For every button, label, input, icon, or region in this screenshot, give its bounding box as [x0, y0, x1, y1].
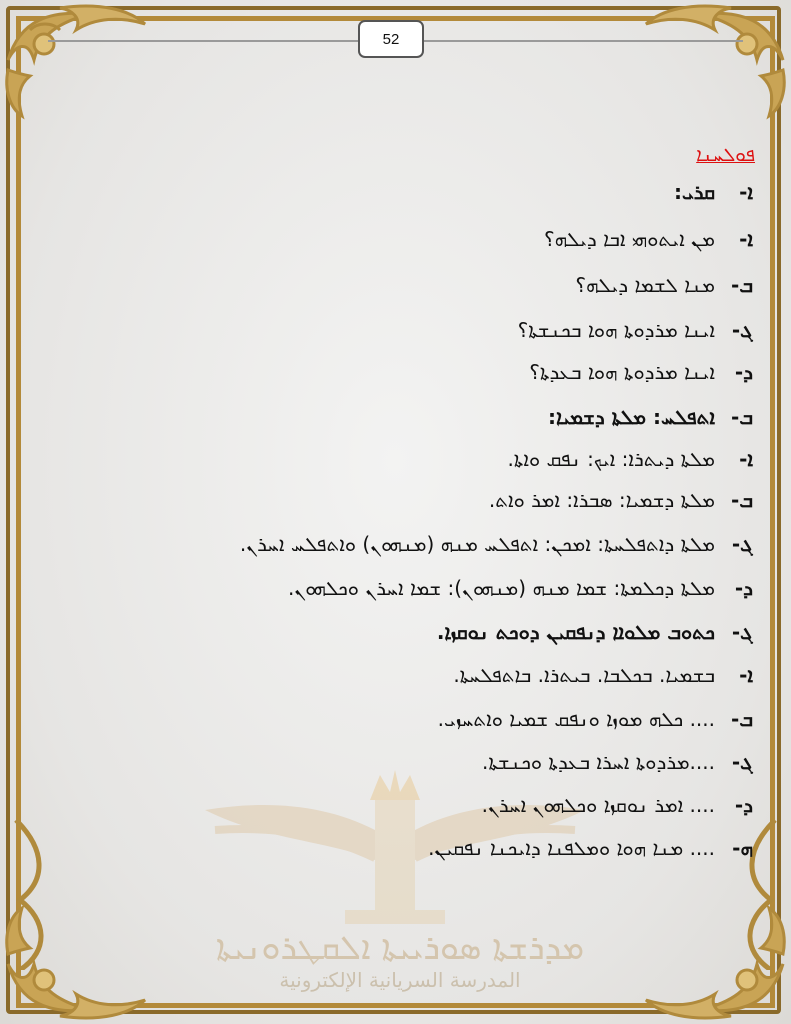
line-text: ܟܬܘܒ ܡܠܘܐܐ ܕܢܦܩܝܢ ܕܘܟܬ ܢܘܩܙܐ. — [436, 620, 715, 644]
line-text: ܩܪܝ: — [674, 180, 715, 204]
exercise-line — [438, 707, 753, 731]
line-marker: ܕ- — [734, 793, 753, 817]
watermark-arabic-text: المدرسة السريانية الإلكترونية — [279, 968, 521, 992]
line-text: ܐܝܢܐ ܡܪܕܘܬܐ ܗܘܐ ܒܟܢܫܬܐ؟ — [517, 318, 715, 342]
line-marker: ܓ- — [731, 532, 753, 556]
page-number: 52 — [358, 20, 424, 58]
line-marker: ܒ- — [731, 488, 753, 512]
exercise-line — [288, 576, 753, 600]
line-marker: ܕ- — [734, 576, 753, 600]
line-text: ܡܠܬܐ ܕܟܠܡܬܐ: ܫܡܐ ܡܢܗ (ܡܢܗܘܢ): ܫܡܐ ܐܚܪܢ ܘܟܠܗܘܢ. — [287, 576, 715, 600]
line-text: ܡܠܬܐ ܕܫܡܝܐ: ܣܒܪܐ: ܐܡܪ ܘܐܬ. — [488, 488, 715, 512]
line-text: .... ܡܢܐ ܗܘܐ ܘܡܠܦܢܐ ܕܐܝܟܢܐ ܢܦܩܝܢ. — [428, 836, 715, 860]
line-text: ....ܡܪܕܘܬܐ ܐܚܪܐ ܒܥܕܬܐ ܘܟܢܫܬܐ. — [482, 750, 715, 774]
exercise-line — [482, 793, 753, 817]
line-marker: ܗ- — [732, 836, 753, 860]
line-marker: ܐ- — [739, 663, 753, 687]
line-text: ܐܬܦܠܚ: ܡܠܬܐ ܕܫܡܝܐ: — [548, 405, 715, 429]
line-text: .... ܐܡܪ ܢܘܩܙܐ ܘܟܠܗܘܢ ܐܚܪܢ. — [481, 793, 715, 817]
exercise-content — [55, 140, 755, 170]
line-text: ܡܢܐ ܠܫܡܐ ܕܝܠܗ؟ — [575, 273, 715, 297]
line-marker: ܓ- — [731, 318, 753, 342]
line-marker: ܒ- — [731, 273, 753, 297]
line-text: .... ܟܠܗ ܡܘܙܐ ܘܢܦܩ ܫܡܝܐ ܘܐܬܚܙܝ. — [437, 707, 715, 731]
line-marker: ܐ- — [739, 227, 753, 251]
exercise-line — [437, 620, 753, 644]
exercise-line — [453, 663, 753, 687]
corner-ornament-top-left — [0, 0, 150, 120]
line-text: ܐܝܢܐ ܡܪܕܘܬܐ ܗܘܐ ܒܥܕܬܐ؟ — [529, 360, 715, 384]
exercise-line — [482, 750, 753, 774]
line-marker: ܓ- — [731, 620, 753, 644]
line-text: ܡܠܬܐ ܕܝܬܪܐ: ܐܝܟ: ܢܦܩ ܘܐܬܐ. — [507, 447, 715, 471]
line-text: ܡܢ ܐܝܬܘܗܝ ܐܒܐ ܕܝܠܗ؟ — [544, 227, 715, 251]
line-text: ܡܠܬܐ ܕܐܬܦܠܚܬܐ: ܐܡܟܢ: ܐܬܦܠܚ ܡܢܗ (ܡܢܗܘܢ) ܘܐܬܦܠܚ ܐܚܪܢ. — [239, 532, 715, 556]
line-marker: ܐ- — [739, 180, 753, 204]
watermark-syriac-text: ܡܕܪܫܬܐ ܣܘܪܝܝܬܐ ܐܠܩܛܪܘܢܝܬܐ — [215, 928, 585, 968]
exercise-line — [518, 318, 753, 342]
exercise-line — [507, 447, 753, 471]
line-marker: ܓ- — [731, 750, 753, 774]
line-marker: ܒ- — [731, 707, 753, 731]
line-text: ܒܫܡܝܐ. ܒܟܠܒܐ. ܒܝܬܪܐ. ܒܐܬܦܠܚܬܐ. — [453, 663, 715, 687]
section-heading: ܦܘܠܚܢܐ — [696, 144, 755, 166]
side-ornament-left — [6, 820, 66, 970]
line-marker: ܒ- — [731, 405, 753, 429]
exercise-line — [489, 488, 753, 512]
exercise-line — [529, 360, 753, 384]
exercise-line — [548, 405, 753, 429]
corner-ornament-top-right — [641, 0, 791, 120]
exercise-line — [544, 227, 753, 251]
line-marker: ܕ- — [734, 360, 753, 384]
exercise-line — [428, 836, 753, 860]
exercise-line — [575, 273, 753, 297]
line-marker: ܐ- — [739, 447, 753, 471]
exercise-line — [674, 180, 753, 204]
exercise-line — [240, 532, 753, 556]
